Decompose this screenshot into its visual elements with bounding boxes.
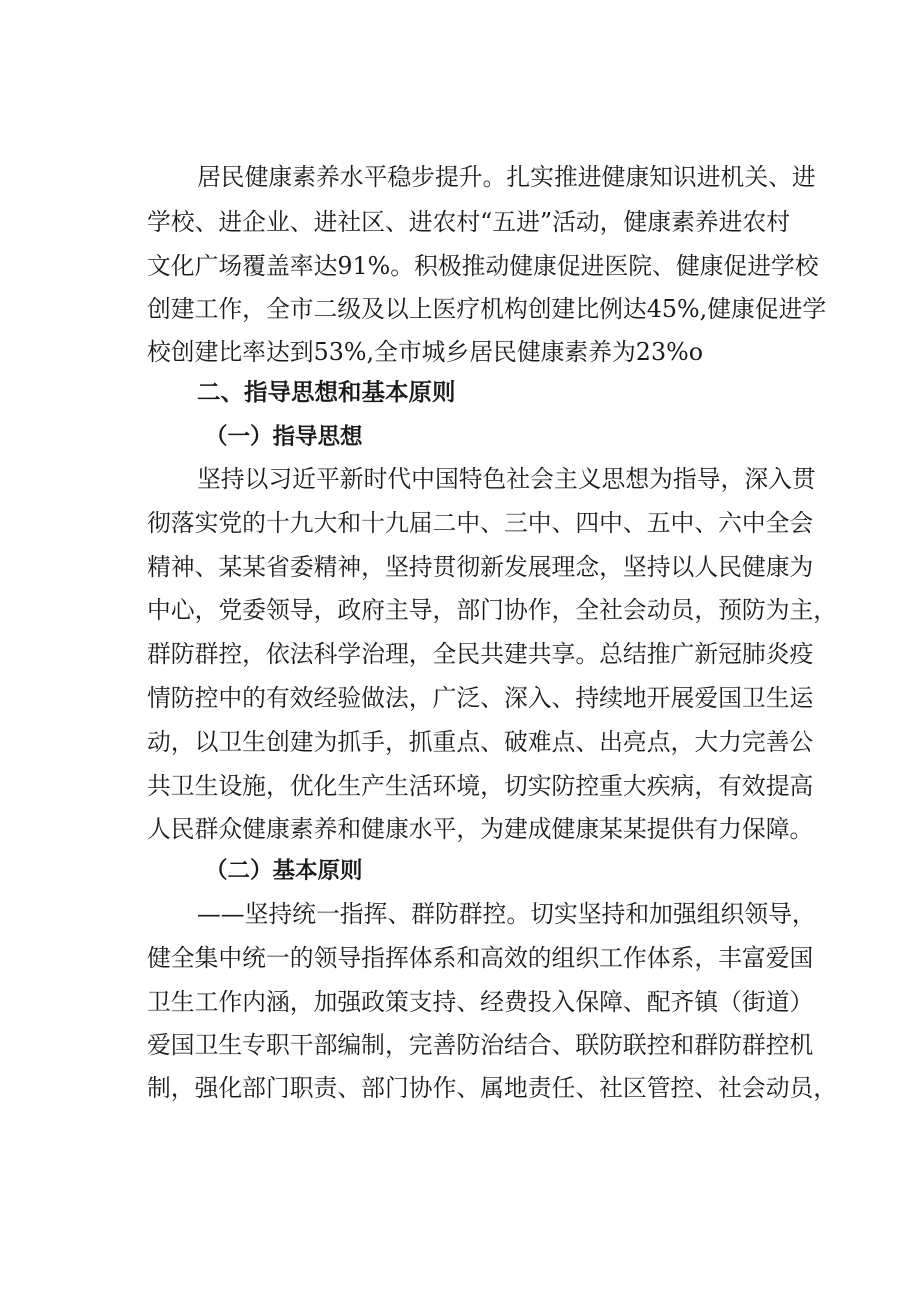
paragraph-1-line-1: 居民健康素养水平稳步提升。扎实推进健康知识进机关、进: [197, 163, 816, 191]
paragraph-2-line-6: 情防控中的有效经验做法，广泛、深入、持续地开展爱国卫生运: [147, 684, 814, 712]
paragraph-2-line-7: 动，以卫生创建为抓手，抓重点、破难点、出亮点，大力完善公: [147, 728, 814, 756]
paragraph-2-line-5: 群防群控，依法科学治理，全民共建共享。总结推广新冠肺炎疫: [147, 640, 814, 668]
paragraph-1-line-4: 创建工作，全市二级及以上医疗机构创建比例达45%,健康促进学: [147, 295, 827, 323]
paragraph-3-line-1: ——坚持统一指挥、群防群控。切实坚持和加强组织领导，: [197, 900, 816, 928]
paragraph-3-line-4: 爱国卫生专职干部编制，完善防治结合、联防联控和群防群控机: [147, 1031, 814, 1059]
paragraph-2-line-3: 精神、某某省委精神，坚持贯彻新发展理念，坚持以人民健康为: [147, 553, 814, 581]
subsection-2-heading: （二）基本原则: [205, 858, 363, 884]
paragraph-2-line-8: 共卫生设施，优化生产生活环境，切实防控重大疾病，有效提高: [147, 772, 814, 800]
paragraph-3-line-3: 卫生工作内涵，加强政策支持、经费投入保障、配齐镇（街道）: [147, 988, 814, 1016]
paragraph-1-line-5: 校创建比率达到53%,全市城乡居民健康素养为23%o: [147, 338, 704, 366]
paragraph-2-line-4: 中心，党委领导，政府主导，部门协作，全社会动员，预防为主，: [147, 596, 838, 624]
paragraph-2-line-1: 坚持以习近平新时代中国特色社会主义思想为指导，深入贯: [197, 465, 816, 493]
section-heading: 二、指导思想和基本原则: [197, 378, 456, 406]
subsection-1-heading: （一）指导思想: [205, 424, 363, 450]
paragraph-2-line-9: 人民群众健康素养和健康水平，为建成健康某某提供有力保障。: [147, 815, 814, 843]
paragraph-3-line-5: 制，强化部门职责、部门协作、属地责任、社区管控、社会动员，: [147, 1074, 838, 1102]
paragraph-1-line-2: 学校、进企业、进社区、进农村“五进”活动，健康素养进农村: [147, 208, 791, 236]
paragraph-1-line-3: 文化广场覆盖率达91%。积极推动健康促进医院、健康促进学校: [147, 252, 819, 280]
paragraph-3-line-2: 健全集中统一的领导指挥体系和高效的组织工作体系，丰富爱国: [147, 944, 814, 972]
paragraph-2-line-2: 彻落实党的十九大和十九届二中、三中、四中、五中、六中全会: [147, 509, 814, 537]
